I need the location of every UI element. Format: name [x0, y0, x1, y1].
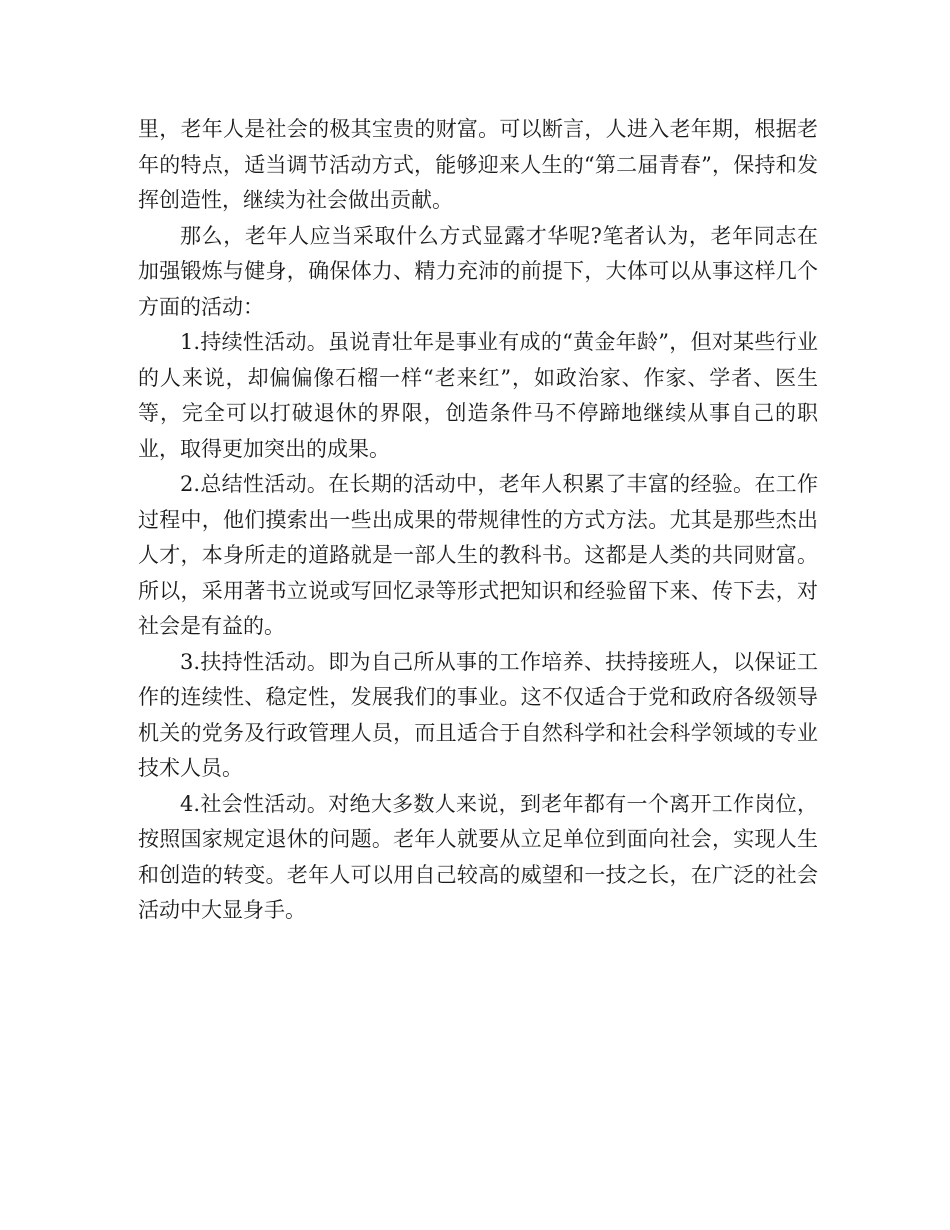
paragraph-item-3-support-activity: 3.扶持性活动。即为自己所从事的工作培养、扶持接班人，以保证工作的连续性、稳定性，发展我们的事业。这不仅适合于党和政府各级领导机关的党务及行政管理人员，而且适合于自然科学和社会科学领域的专业技术人员。: [138, 649, 818, 780]
paragraph-continuation: 里，老年人是社会的极其宝贵的财富。可以断言，人进入老年期，根据老年的特点，适当调节活动方式，能够迎来人生的“第二届青春”，保持和发挥创造性，继续为社会做出贡献。: [138, 117, 818, 212]
paragraph-item-2-summary-activity: 2.总结性活动。在长期的活动中，老年人积累了丰富的经验。在工作过程中，他们摸索出一些出成果的带规律性的方式方法。尤其是那些杰出人才，本身所走的道路就是一部人生的教科书。这都是人类的共同财富。所以，采用著书立说或写回忆录等形式把知识和经验留下来、传下去，对社会是有益的。: [138, 472, 818, 638]
document-body: [138, 112, 818, 929]
paragraph-item-1-continuous-activity: 1.持续性活动。虽说青壮年是事业有成的“黄金年龄”，但对某些行业的人来说，却偏偏像石榴一样“老来红”，如政治家、作家、学者、医生等，完全可以打破退休的界限，创造条件马不停蹄地继续从事自己的职业，取得更加突出的成果。: [138, 330, 818, 461]
paragraph-item-4-social-activity: 4.社会性活动。对绝大多数人来说，到老年都有一个离开工作岗位，按照国家规定退休的问题。老年人就要从立足单位到面向社会，实现人生和创造的转变。老年人可以用自己较高的威望和一技之长，在广泛的社会活动中大显身手。: [138, 791, 818, 922]
paragraph-intro-question: 那么，老年人应当采取什么方式显露才华呢?笔者认为，老年同志在加强锻炼与健身，确保体力、精力充沛的前提下，大体可以从事这样几个方面的活动：: [138, 223, 818, 319]
